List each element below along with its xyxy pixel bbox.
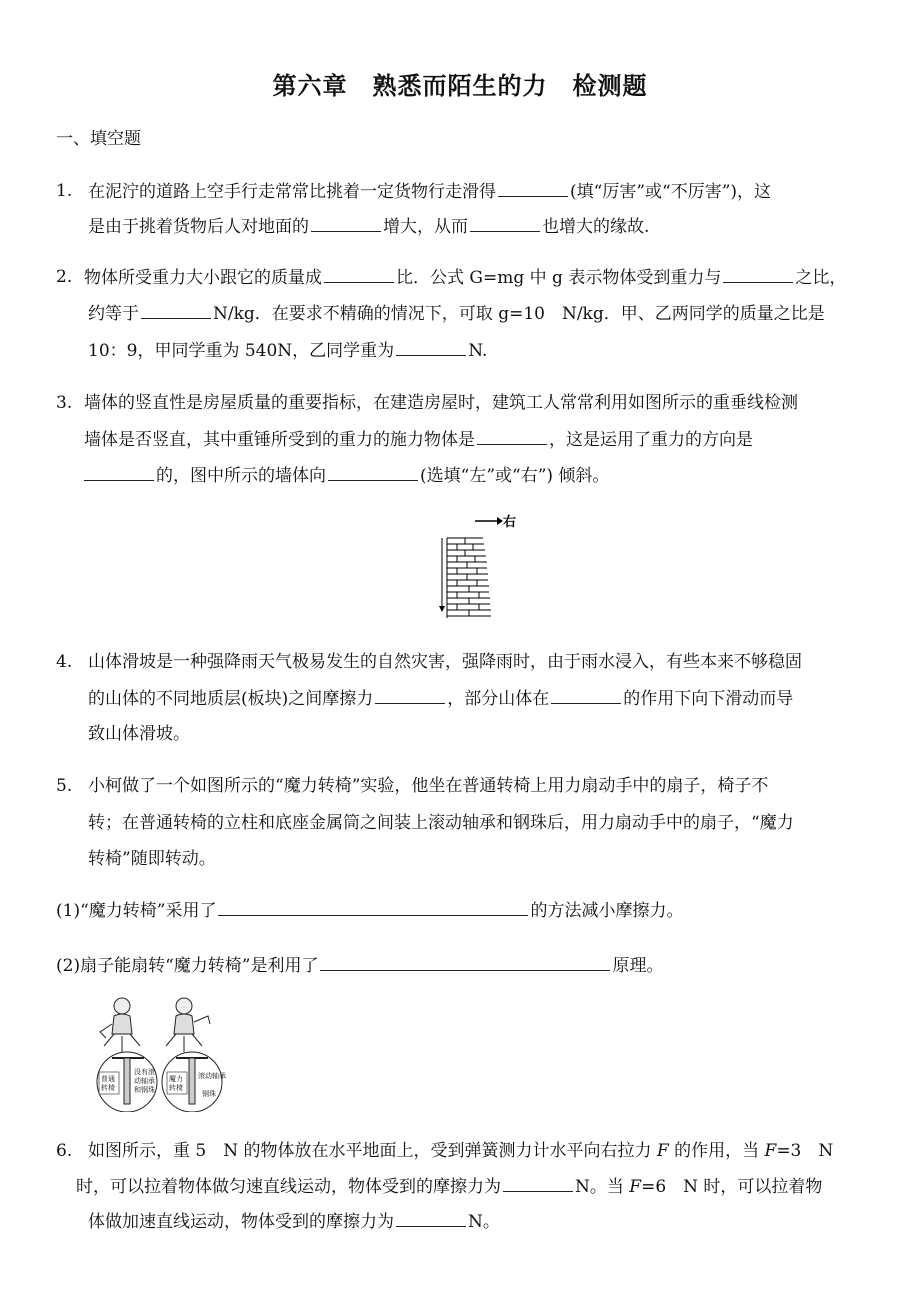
q5-sub-1 [56, 899, 683, 922]
q6-blank-2[interactable] [396, 1210, 466, 1227]
q6-text-2c: =6 N 时，可以拉着物 [641, 1177, 823, 1197]
fig-label-right-c: 滚动轴承 [198, 1072, 226, 1080]
q5-sub-2a: (2)扇子能扇转“魔力转椅”是利用了 [56, 956, 319, 976]
q4-text-2c: 的作用下向下滑动而导 [623, 689, 794, 709]
q3-line-3 [84, 464, 609, 487]
q5-line-3: 转椅”随即转动。 [88, 849, 216, 869]
q3-text-3a: 的，图中所示的墙体向 [156, 466, 326, 486]
q4-text-2a: 的山体的不同地质层(板块)之间摩擦力 [88, 689, 374, 709]
plumb-bob [439, 606, 445, 612]
q6-line-2 [76, 1175, 822, 1198]
q1-text-2c: 也增大的缘故. [542, 217, 650, 237]
q2-blank-4[interactable] [396, 339, 466, 356]
q5-sub-2 [56, 954, 663, 977]
person-left-arm [100, 1024, 112, 1038]
section-heading: 一、填空题 [56, 129, 141, 149]
q6-text-3a: 体做加速直线运动，物体受到的摩擦力为 [88, 1212, 394, 1232]
plumb-wall-figure [425, 508, 525, 623]
q6-line-3 [88, 1210, 500, 1233]
q1-blank-2[interactable] [311, 215, 381, 232]
q1-text-1b: (填“厉害”或“不厉害”)，这 [570, 182, 772, 202]
q3-blank-2[interactable] [84, 464, 154, 481]
q3-blank-3[interactable] [328, 464, 418, 481]
brick-wall [447, 538, 491, 618]
person-left-head [114, 998, 130, 1014]
page-title: 第六章 熟悉而陌生的力 检测题 [272, 72, 648, 100]
q6-line-1 [88, 1140, 833, 1162]
person-left-body [112, 1014, 132, 1034]
q6-text-3b: N。 [468, 1212, 500, 1232]
q2-line-1 [84, 266, 846, 289]
q4-number: 4. [56, 652, 73, 672]
q4-text-2b: ，部分山体在 [447, 689, 550, 709]
q2-text-3a: 10：9，甲同学重为 540N，乙同学重为 [88, 341, 395, 361]
q6-text-1b: 的作用，当 [674, 1141, 760, 1161]
person-right-head [176, 998, 192, 1014]
q3-text-2a: 墙体是否竖直，其中重锤所受到的重力的施力物体是 [84, 430, 475, 450]
q1-blank-3[interactable] [470, 215, 540, 232]
q3-text-2b: ，这是运用了重力的方向是 [549, 430, 753, 450]
q6-number: 6. [56, 1141, 73, 1161]
q1-line-1 [88, 180, 771, 203]
q6-text-1a: 如图所示，重 5 N 的物体放在水平地面上，受到弹簧测力计水平向右拉力 [88, 1141, 652, 1161]
q1-blank-1[interactable] [498, 180, 568, 197]
q5-blank-1[interactable] [218, 899, 528, 916]
q5-sub-2b: 原理。 [612, 956, 664, 976]
q1-line-2 [88, 215, 649, 238]
q3-text-3b: (选填“左”或“右”) 倾斜。 [420, 466, 610, 486]
q2-text-3b: N. [468, 341, 488, 361]
q3-blank-1[interactable] [477, 428, 547, 445]
q6-f-2: F [764, 1141, 777, 1161]
q4-blank-2[interactable] [551, 687, 621, 704]
q2-line-3 [88, 339, 487, 362]
person-right-arm [194, 1016, 210, 1024]
q2-text-1a: 物体所受重力大小跟它的质量成 [84, 268, 322, 288]
fig-label-left-b: 转椅 [101, 1084, 115, 1092]
q1-text-2b: 增大，从而 [383, 217, 468, 237]
q6-text-2a: 时，可以拉着物体做匀速直线运动，物体受到的摩擦力为 [76, 1177, 501, 1197]
q5-line-1: 小柯做了一个如图所示的“魔力转椅”实验，他坐在普通转椅上用力扇动手中的扇子，椅子不 [88, 776, 769, 796]
q5-number: 5. [56, 776, 73, 796]
q1-number: 1. [56, 181, 73, 201]
q4-line-3: 致山体滑坡。 [88, 724, 190, 744]
q1-text-2a: 是由于挑着货物后人对地面的 [88, 217, 309, 237]
q4-blank-1[interactable] [375, 687, 445, 704]
q2-line-2 [88, 302, 825, 325]
q2-text-1c: 之比， [795, 268, 847, 288]
fig-label-mid-c: 和钢珠 [134, 1086, 155, 1094]
q4-line-2 [88, 687, 793, 710]
fig-label-mid-b: 动轴承 [134, 1077, 155, 1085]
q3-number: 3. [56, 393, 73, 413]
q5-line-2: 转；在普通转椅的立柱和底座金属筒之间装上滚动轴承和钢珠后，用力扇动手中的扇子，“魔力 [88, 813, 794, 833]
q4-line-1: 山体滑坡是一种强降雨天气极易发生的自然灾害，强降雨时，由于雨水浸入，有些本来不够稳固 [88, 652, 802, 672]
fig-label-right-a: 魔力 [169, 1075, 183, 1083]
q5-sub-1b: 的方法减小摩擦力。 [530, 901, 684, 921]
q2-blank-2[interactable] [723, 266, 793, 283]
q5-blank-2[interactable] [320, 954, 610, 971]
q6-f-3: F [629, 1177, 642, 1197]
q6-f-1: F [656, 1141, 669, 1161]
fig-label-left-a: 普通 [101, 1075, 115, 1083]
fig-label-mid-a: 没有滚 [134, 1068, 155, 1076]
magic-chair-figure [92, 994, 242, 1112]
q3-line-2 [84, 428, 753, 451]
q1-text-1a: 在泥泞的道路上空手行走常常比挑着一定货物行走滑得 [88, 182, 496, 202]
q2-text-2b: N/kg．在要求不精确的情况下，可取 g=10 N/kg．甲、乙两同学的质量之比是 [213, 304, 825, 324]
q2-text-2a: 约等于 [88, 304, 139, 324]
q2-blank-1[interactable] [324, 266, 394, 283]
q5-sub-1a: (1)“魔力转椅”采用了 [56, 901, 217, 921]
q6-text-2b: N。当 [575, 1177, 624, 1197]
q2-number: 2. [56, 267, 73, 287]
person-right-body [174, 1014, 194, 1034]
q2-blank-3[interactable] [141, 302, 211, 319]
q3-line-1: 墙体的竖直性是房屋质量的重要指标，在建造房屋时，建筑工人常常利用如图所示的重垂线检测 [84, 393, 798, 413]
q6-blank-1[interactable] [503, 1175, 573, 1192]
q6-text-1c: =3 N [776, 1141, 834, 1161]
fig-label-right-d: 钢珠 [202, 1090, 216, 1098]
direction-label: 右 [503, 515, 517, 530]
fig-label-right-b: 转椅 [169, 1084, 183, 1092]
q2-text-1b: 比．公式 G=mg 中 g 表示物体受到重力与 [396, 268, 722, 288]
